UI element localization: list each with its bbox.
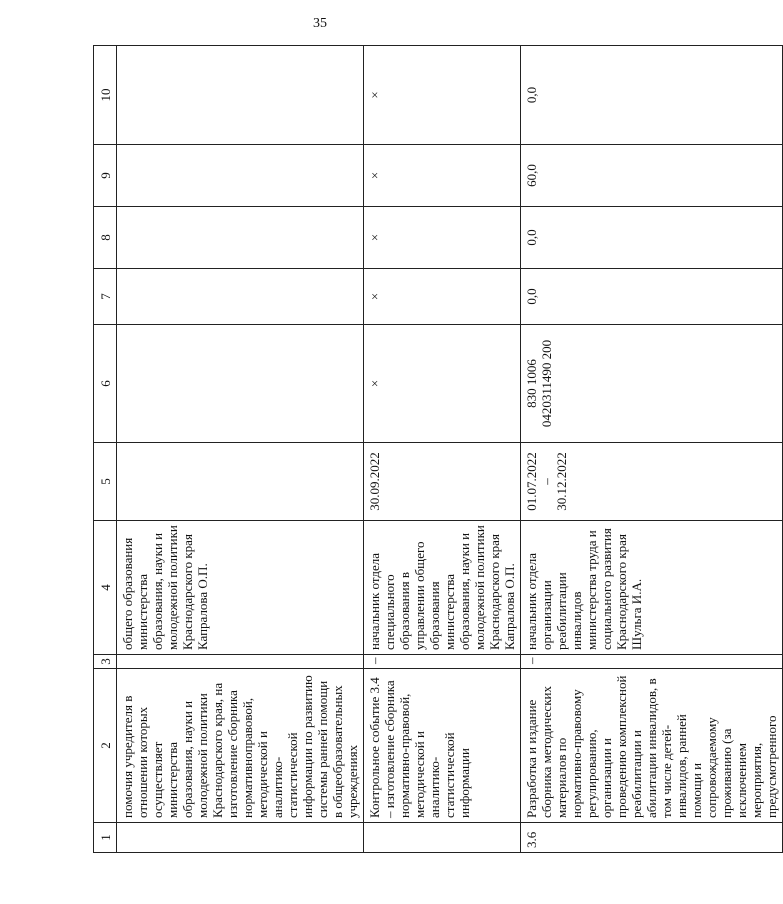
cell-activity: Разработка и издание сборника методических материалов по нормативно-правовому регулированию, организации и проведению комплексной реабилитации и абилитации инвалидов, в том числе детей-инвалидов, ранней помощи и сопровождаемому проживанию (за исключением мероприятия, предусмотренного: [521, 669, 783, 823]
cell-col3: [117, 655, 364, 669]
cell-col10: 0,0: [521, 46, 783, 145]
cell-dates: [521, 443, 783, 521]
cell-col7: [117, 269, 364, 325]
cell-code: [521, 325, 783, 443]
cell-col9: 60,0: [521, 145, 783, 207]
col-header-6: 6: [94, 325, 117, 443]
col-header-9: 9: [94, 145, 117, 207]
cell-code: ×: [364, 325, 521, 443]
col-header-10: 10: [94, 46, 117, 145]
cell-col10: [117, 46, 364, 145]
date-end: 30.12.2022: [554, 452, 569, 511]
cell-col3: –: [364, 655, 521, 669]
col-header-2: 2: [94, 669, 117, 823]
rotated-table-container: [93, 46, 779, 853]
col-header-8: 8: [94, 207, 117, 269]
cell-col8: [117, 207, 364, 269]
cell-responsible: начальник отдела специального образования в управлении общего образования министерства образования, науки и молодежной политики Краснодарского края Капралова О.П.: [364, 521, 521, 655]
cell-col9: [117, 145, 364, 207]
cell-activity: помочия учредителя в отношении которых осуществляет министерства образования, науки и молодежной политики Краснодарского края, на изготовление сборника нормативноправовой, методической и аналитико-статистической информации по развитию системы ранней помощи в общеобразовательных учреждениях: [117, 669, 364, 823]
cell-col10: ×: [364, 46, 521, 145]
budget-code-line2: 0420311490 200: [539, 339, 554, 428]
plan-table: [93, 45, 783, 853]
cell-number: 3.6: [521, 823, 783, 853]
date-dash: –: [539, 478, 554, 485]
cell-col8: ×: [364, 207, 521, 269]
col-header-3: 3: [94, 655, 117, 669]
page-number: 35: [313, 16, 327, 31]
cell-activity: Контрольное событие 3.4 – изготовление сборника нормативно-правовой, методической и аналитико-статистической информации: [364, 669, 521, 823]
date-start: 01.07.2022: [524, 452, 539, 511]
table-row: [117, 46, 364, 853]
cell-dates: [117, 443, 364, 521]
header-row: [94, 46, 117, 853]
cell-col9: ×: [364, 145, 521, 207]
cell-number: [364, 823, 521, 853]
cell-code: [117, 325, 364, 443]
budget-code-line1: 830 1006: [524, 359, 539, 408]
cell-col8: 0,0: [521, 207, 783, 269]
cell-col7: ×: [364, 269, 521, 325]
cell-responsible: начальник отдела организации реабилитации инвалидов министерства труда и социального развития Краснодарского края Шульга И.А.: [521, 521, 783, 655]
col-header-4: 4: [94, 521, 117, 655]
col-header-1: 1: [94, 823, 117, 853]
cell-dates: 30.09.2022: [364, 443, 521, 521]
table-row: [364, 46, 521, 853]
col-header-7: 7: [94, 269, 117, 325]
table-row: [521, 46, 783, 853]
cell-col7: 0,0: [521, 269, 783, 325]
cell-responsible: общего образования министерства образования, науки и молодежной политики Краснодарского края Капралова О.П.: [117, 521, 364, 655]
cell-number: [117, 823, 364, 853]
col-header-5: 5: [94, 443, 117, 521]
cell-col3: –: [521, 655, 783, 669]
